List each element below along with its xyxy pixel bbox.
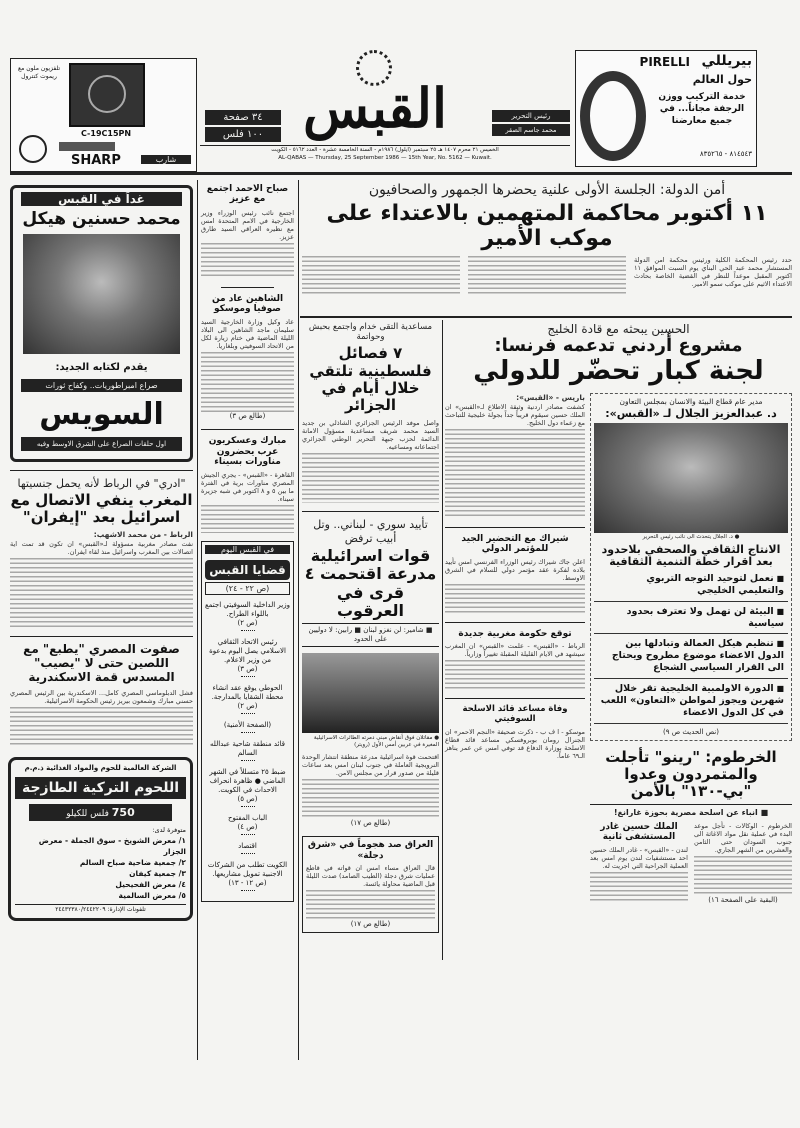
promo-banner: غداً في القبس bbox=[21, 192, 182, 206]
headline: ٧ فصائل فلسطينية تلتقي خلال أيام في الجزائر bbox=[309, 344, 432, 415]
headline-1: مشروع أردني تدعمه فرنسا: bbox=[494, 335, 743, 357]
text-lines bbox=[201, 352, 294, 412]
text-lines bbox=[302, 779, 439, 819]
dealer-logo-icon bbox=[19, 135, 47, 163]
article-soviet[interactable] bbox=[445, 705, 585, 760]
inside-item-text: رئيس الاتحاد الثقافي الاسلامي يصل اليوم بدعوة من وزير الاعلام. bbox=[209, 638, 286, 665]
headline: ١١ أكتوبر محاكمة المتهمين بالاعتداء على موكب الأمير bbox=[326, 200, 768, 252]
meat-ad[interactable] bbox=[8, 757, 193, 921]
article-body: اجتمع نائب رئيس الوزراء وزير الخارجية في الامم المتحدة امس مع نظيره العراقي السيد طارق عزيز. bbox=[201, 208, 294, 241]
separator-icon bbox=[241, 760, 255, 764]
article-body: نفت مصادر مغربية مسؤولة لـ«القبس» ان تكون قد تمت اية اتصالات بين المغرب واسرائيل منذ لقاء ايفران. bbox=[10, 540, 193, 557]
inside-title[interactable]: قضايا القبس bbox=[205, 560, 290, 580]
inside-item[interactable] bbox=[205, 601, 290, 634]
ad-model: C-19C15PN bbox=[81, 129, 132, 138]
article-safwat[interactable] bbox=[10, 643, 193, 746]
column-divider bbox=[442, 320, 443, 960]
article-body: عاد وكيل وزارة الخارجية السيد سليمان ماجد الشاهين الى البلاد الليلة الماضية في ختام زيارة لكل من الاتحاد السوفيتي وبلغاريا. bbox=[201, 318, 294, 351]
inside-today-box bbox=[201, 541, 294, 902]
dateline: الرباط - من محمد الاشهب: bbox=[93, 530, 193, 540]
meat-price: 750 bbox=[111, 805, 135, 819]
article-hussein-body bbox=[445, 393, 585, 519]
article-body: اعلن جاك شيراك رئيس الوزراء الفرنسي امس تأييد بلاده لفكرة عقد مؤتمر دولي للسلام في الشرق الاوسط. bbox=[445, 557, 585, 582]
headline: الملك حسين غادر المستشفى ثانية bbox=[600, 821, 678, 843]
pirelli-phones: ٨١٤٥٤٣ - ٨٣٥٢٦٥ bbox=[699, 150, 752, 158]
article-body: فشل الدبلوماسي المصري كامل... الاسكندرية بين الرئيس المصري حسني مبارك وشمعون بيريز رئيس الحكومة الاسرائيلية. bbox=[10, 688, 193, 705]
inside-banner: في القبس اليوم bbox=[205, 545, 290, 554]
meat-outlet: ٢/ جمعية ضاحية صباح السالم bbox=[79, 857, 186, 867]
article-sabah[interactable] bbox=[201, 184, 294, 279]
photo-caption: ● د. الجلال يتحدث الى نائب رئيس التحرير bbox=[642, 533, 740, 540]
header-rule bbox=[10, 172, 792, 175]
pirelli-brand: PIRELLI bbox=[639, 55, 690, 69]
promo-author: محمد حسنين هيكل bbox=[22, 209, 181, 229]
editor-label: رئيس التحرير bbox=[492, 110, 570, 122]
inside-item[interactable] bbox=[205, 740, 290, 764]
article-body: حدد رئيس المحكمة الكلية ورئيس محكمة امن الدولة المستشار محمد عبد الحي البناي يوم السبت الموافق ١١ اكتوبر المقبل موعداً للنظر في القضية الخاصة بحادث الاعتداء الاثيم على موكب سمو الامير. bbox=[634, 256, 792, 289]
promo-tagline: اول حلقات الصراع على الشرق الاوسط وفيه bbox=[21, 437, 182, 451]
meat-outlets bbox=[15, 835, 186, 901]
article-body: قال العراق مساء امس ان قواته في قاطع عمليات شرق دجلة (الطيب الصامد) صدت الليلة قبل الماضية محاولة يائسة. bbox=[306, 864, 435, 888]
price: ١٠٠ فلس bbox=[205, 127, 281, 142]
inside-item[interactable] bbox=[205, 814, 290, 838]
article-chirac[interactable] bbox=[445, 534, 585, 614]
meat-title: اللحوم التركية الطازجة bbox=[15, 777, 186, 799]
headline: مبارك وعسكريون عرب يحضرون مناورات بسيناء bbox=[208, 436, 287, 468]
subheadline: ■ انباء عن اسلحة مصرية بحوزة غارانغ! bbox=[590, 804, 792, 818]
headline: قوات اسرائيلية مدرعة اقتحمت ٤ قرى في العرقوب bbox=[304, 545, 437, 620]
vcr-illustration-icon bbox=[59, 142, 115, 151]
headline: صفوت المصري "يطبع" مع اللصين حتى لا "يصيب" المسدس قمة الاسكندرية bbox=[23, 642, 180, 684]
inside-item[interactable] bbox=[205, 861, 290, 894]
promo-presents: يقدم لكتابه الجديد: bbox=[55, 361, 148, 373]
kicker: أمن الدولة: الجلسة الأولى علنية يحضرها الجمهور والصحافيون bbox=[368, 182, 726, 198]
section-rule bbox=[201, 429, 294, 430]
promo-subtitle: صراع امبراطوريات.. وكفاح ثورات bbox=[21, 379, 182, 392]
inside-item-text: (الصفحة الأمنية) bbox=[223, 721, 272, 730]
article-jalal[interactable] bbox=[590, 393, 792, 741]
interview-bullet: ■ تنظيم هيكل العمالة وتبادلها بين الدول الاعضاء موضوع مطروح ويحتاج الى القرار السياسي الشجاع bbox=[594, 634, 788, 679]
text-lines bbox=[306, 890, 435, 920]
headline: الشاهين عاد من صوفيا وموسكو bbox=[211, 293, 284, 315]
inside-item[interactable] bbox=[205, 842, 290, 857]
article-iraq[interactable] bbox=[302, 836, 439, 933]
article-body: موسكو - ا ف ب - ذكرت صحيفة «النجم الاحمر» ان الجنرال رومان بوبروفسكي مساعد قائد قطاع الاسلحة بوزارة الدفاع قد توفي امس عن عمر يناهز الـ٦٩ عاماً. bbox=[445, 727, 585, 760]
article-lebanon[interactable] bbox=[302, 518, 439, 828]
headline: شيراك مع التحضير الجيد للمؤتمر الدولي bbox=[461, 533, 569, 555]
inside-item-ref: (ص ٢) bbox=[237, 702, 258, 711]
tire-icon bbox=[580, 71, 646, 161]
inside-item-text: قائد منطقة شاحية عبدالله السالم bbox=[210, 740, 285, 758]
meat-outlet: ١/ معرض الشويخ - سوق الجملة - معرض الجزار bbox=[38, 835, 186, 856]
article-main[interactable] bbox=[302, 182, 792, 296]
interview-photo bbox=[594, 423, 788, 533]
dateline: باريس - «القبس»: bbox=[516, 392, 585, 402]
headline: الخرطوم: "رينو" تأجلت والمتمردون وعدوا "بي-١٣٠" بالأمن bbox=[605, 747, 777, 801]
article-mubarak[interactable] bbox=[201, 436, 294, 533]
brand-sharp: SHARP bbox=[71, 153, 121, 168]
pirelli-ad[interactable] bbox=[575, 50, 757, 167]
text-lines bbox=[445, 660, 585, 690]
inside-item-ref: (ص ١٢ - ١٣) bbox=[228, 879, 267, 888]
inside-item-text: الكويت تطلب من الشركات الاجنبية تمويل مشاريعها. bbox=[207, 861, 288, 879]
separator-icon bbox=[241, 676, 255, 680]
article-king[interactable] bbox=[590, 822, 688, 902]
section-rule bbox=[302, 511, 439, 512]
text-lines bbox=[201, 243, 294, 279]
lebanon-photo bbox=[302, 653, 439, 733]
section-rule bbox=[221, 287, 274, 288]
heikal-promo[interactable] bbox=[10, 185, 193, 462]
article-body: واصل موفد الرئيس الجزائري الشاذلي بن جديد السيد محمد شريف مساعدية مسؤول الامانة الدائمة لحزب جبهة التحرير الوطني الجزائري اجتماعاته ومساعيه. bbox=[302, 419, 439, 452]
article-khartoum[interactable] bbox=[590, 749, 792, 905]
section-rule bbox=[445, 698, 585, 699]
inside-item-text: اقتصاد bbox=[238, 842, 257, 851]
right-region bbox=[445, 322, 792, 905]
inside-item[interactable] bbox=[205, 721, 290, 736]
masthead-logo: القبس bbox=[303, 76, 447, 140]
text-lines bbox=[302, 453, 439, 503]
pirelli-ar: بيريللي bbox=[701, 53, 752, 69]
date-line-en: AL-QABAS — Thursday, 25 September 1986 — 15th Year, No. 5162 — Kuwait. bbox=[278, 155, 492, 161]
brand-ar: شارب bbox=[141, 155, 191, 164]
section-rule bbox=[10, 470, 193, 471]
column-divider bbox=[197, 180, 198, 1060]
interview-bullet: ■ البيئة لن تهمل ولا تعترف بحدود سياسية bbox=[594, 602, 788, 635]
separator-icon bbox=[241, 806, 255, 810]
inside-item[interactable] bbox=[205, 638, 290, 680]
column-divider bbox=[298, 180, 299, 1060]
photo-caption: ● مقاتلان فوق أنقاض مبنى دمرته الطائرات الاسرائيلية المغيرة في عربين أمس الأول (رويتر) bbox=[313, 735, 439, 749]
page-count: ٣٤ صفحة bbox=[205, 110, 281, 125]
editor-name: محمد جاسم الصقر bbox=[492, 124, 570, 136]
promo-title: السويس bbox=[39, 397, 164, 433]
meat-price-box bbox=[29, 804, 172, 821]
meat-price-unit: فلس للكيلو bbox=[66, 808, 109, 819]
inside-item-text: الباب المفتوح bbox=[227, 814, 268, 823]
headline: العراق صد هجوماً في «شرق دجلة» bbox=[307, 840, 434, 861]
headline: الانتاج الثقافي والصحفي بلاحدود بعد اقرار خطة التنمية الثقافية bbox=[601, 542, 781, 569]
middle-column bbox=[302, 322, 439, 933]
headline: وفاة مساعد قائد الاسلحة السوفيتي bbox=[462, 704, 568, 724]
date-line-ar: الخميس ٢١ محرم ١٤٠٧ هـ ٢٥ سبتمبر (ايلول) ١٩٨٦م - السنة الخامسة عشرة - العدد ٥١٦٢ - الكويت bbox=[271, 147, 499, 153]
headline: صباح الاحمد اجتمع مع عزيز bbox=[206, 184, 289, 205]
headline: توقع حكومة مغربية جديدة bbox=[458, 628, 572, 639]
kicker: مساعدية التقى خدام واجتمع بحبش وحواتمة bbox=[308, 322, 433, 343]
meat-outlet: ٣/ جمعية كيفان bbox=[129, 868, 186, 878]
kicker: "ادري" في الرباط لأنه يحمل جنسيتها bbox=[17, 476, 186, 490]
text-lines bbox=[468, 256, 626, 296]
article-body: القاهرة - «القبس» - يجري الجيش المصري مناورات برية في الفترة ما بين ٥ و ٨ اكتوبر في شبه جزيرة سيناء. bbox=[201, 471, 294, 504]
separator-icon bbox=[241, 630, 255, 634]
inside-title-ref: (ص ٢٢ - ٢٤) bbox=[205, 582, 290, 595]
text-lines bbox=[201, 505, 294, 533]
text-lines bbox=[590, 872, 688, 902]
text-lines bbox=[694, 856, 792, 896]
inside-item-ref: (ص ٥) bbox=[237, 795, 258, 804]
inside-item-ref: (ص ٢) bbox=[237, 619, 258, 628]
kicker: مدير عام قطاع البيئة والانسان بمجلس التعاون bbox=[619, 396, 763, 406]
section-rule bbox=[10, 636, 193, 637]
meat-available: متوفرة لدى: bbox=[152, 825, 186, 834]
text-lines bbox=[10, 707, 193, 747]
pirelli-slogan: حول العالم bbox=[692, 73, 752, 86]
article-body: كشفت مصادر اردنية وثيقة الاطلاع لـ«القبس» ان الملك حسين سيقوم قريباً جداً بجولة خليجية للتباحث مع زعماء دول الخليج. bbox=[445, 402, 585, 427]
heikal-photo bbox=[23, 234, 180, 354]
separator-icon bbox=[241, 853, 255, 857]
text-lines bbox=[10, 558, 193, 628]
separator-icon bbox=[241, 732, 255, 736]
separator-icon bbox=[241, 834, 255, 838]
separator-icon bbox=[241, 713, 255, 717]
text-lines bbox=[302, 256, 460, 296]
inside-item[interactable] bbox=[205, 684, 290, 717]
right-subcolumn bbox=[590, 393, 792, 905]
pirelli-offer: خدمة التركيب ووزن الرجفة مجاناً... في جميع معارضنا bbox=[658, 92, 746, 126]
date-block bbox=[200, 145, 570, 162]
article-body: لندن - «القبس» - غادر الملك حسين احد مستشفيات لندن يوم امس بعد العملية الجراحية التي اجريت له. bbox=[590, 845, 688, 870]
article-shaheen[interactable] bbox=[201, 294, 294, 422]
article-palestine[interactable] bbox=[302, 322, 439, 503]
interview-bullet: ■ الدورة الاولمبية الخليجية تقر خلال شهرين ويجوز لمواطن «التعاون» اللعب في كل الدول الاعضاء bbox=[594, 679, 788, 724]
inside-item-text: ضبط ٢٥ متسللاً في الشهر الماضي ● ظاهرة انحراف الاحداث في الكويت. bbox=[209, 768, 286, 795]
inside-item[interactable] bbox=[205, 768, 290, 810]
tv-illustration-icon bbox=[69, 63, 145, 127]
article-morocco-gov[interactable] bbox=[445, 629, 585, 690]
section-rule bbox=[445, 622, 585, 623]
sharp-ad[interactable] bbox=[10, 58, 197, 172]
meat-phones: تلفونات الإدارة: ٢٤٤٣٢٣٨٠/٢٤٤٢٢٠٩ bbox=[15, 904, 186, 914]
headline-2: لجنة كبار تحضّر للدولي bbox=[473, 356, 764, 387]
continued-ref: (طالع ص ١٧) bbox=[350, 920, 391, 928]
left-column bbox=[10, 185, 193, 921]
text-lines bbox=[445, 584, 585, 614]
section-rule bbox=[300, 316, 792, 318]
left-subcolumn bbox=[445, 393, 585, 768]
interview-bullet: ■ نعمل لتوحيد التوجه التربوي والتعليمي الخليجي bbox=[594, 569, 788, 602]
section-rule bbox=[445, 527, 585, 528]
article-peres[interactable] bbox=[10, 477, 193, 629]
meat-outlet: ٤/ معرض الفحيحيل bbox=[115, 879, 186, 889]
continued-ref: (طالع ص ٣) bbox=[229, 412, 266, 421]
inside-item-text: الحوطي يوقع عقد انشاء محطة الشقايا بالمدارجة. bbox=[211, 684, 284, 702]
continued-ref: (البقية على الصفحة ١٦) bbox=[708, 895, 778, 904]
kicker: تأييد سوري - لبناني.. وتل أبيب ترفض bbox=[313, 518, 428, 545]
interviewee: د. عبدالعزيز الجلال لـ «القبس»: bbox=[605, 406, 777, 420]
inside-item-ref: (ص ٤) bbox=[237, 823, 258, 832]
inside-item-ref: (ص ٣) bbox=[237, 665, 258, 674]
kicker: الحسين يبحثه مع قادة الخليج bbox=[547, 322, 690, 336]
article-body: الرباط - «القبس» - علمت «القبس» ان المغرب سيشهد في الايام القليلة المقبلة تغييراً وزارياً. bbox=[445, 642, 585, 658]
text-lines bbox=[445, 429, 585, 519]
inside-items bbox=[205, 601, 290, 894]
article-body: اقتحمت قوة اسرائيلية مدرعة منطقة انتشار الوحدة النرويجية العاملة في جنوب لبنان امس بعد ساعات قليلة من صدور قرار من مجلس الامن. bbox=[302, 753, 439, 778]
column-two bbox=[201, 184, 294, 902]
article-body: الخرطوم - الوكالات - تأجل موعد البدء في عملية نقل مواد الاغاثة الى جنوب السودان حتى الثامن والعشرين من الشهر الجاري. bbox=[694, 821, 792, 854]
meat-outlet: ٥/ معرض السالمية bbox=[118, 890, 186, 900]
article-hussein[interactable] bbox=[445, 322, 792, 387]
headline: المغرب ينفي الاتصال مع اسرائيل بعد "إيفران" bbox=[10, 490, 193, 526]
separator-icon bbox=[241, 890, 255, 894]
continued-ref: (طالع ص ١٧) bbox=[350, 819, 391, 828]
meat-company: الشركة العالمية للحوم والمواد الغذائية ذ.م.م bbox=[24, 763, 177, 772]
jalal-bullets bbox=[594, 569, 788, 737]
continued-ref: (نص الحديث ص ٩) bbox=[663, 727, 719, 736]
subheadline: ■ شامير: لن نغزو لبنان ■ رابين: لا دوليين على الحدود bbox=[302, 623, 439, 647]
inside-item-text: وزير الداخلية السوفيتي اجتمع باللواء الطراح. bbox=[205, 601, 290, 619]
ad-tagline: تلفزيون ملون مع ريموت كنترول bbox=[17, 65, 61, 80]
